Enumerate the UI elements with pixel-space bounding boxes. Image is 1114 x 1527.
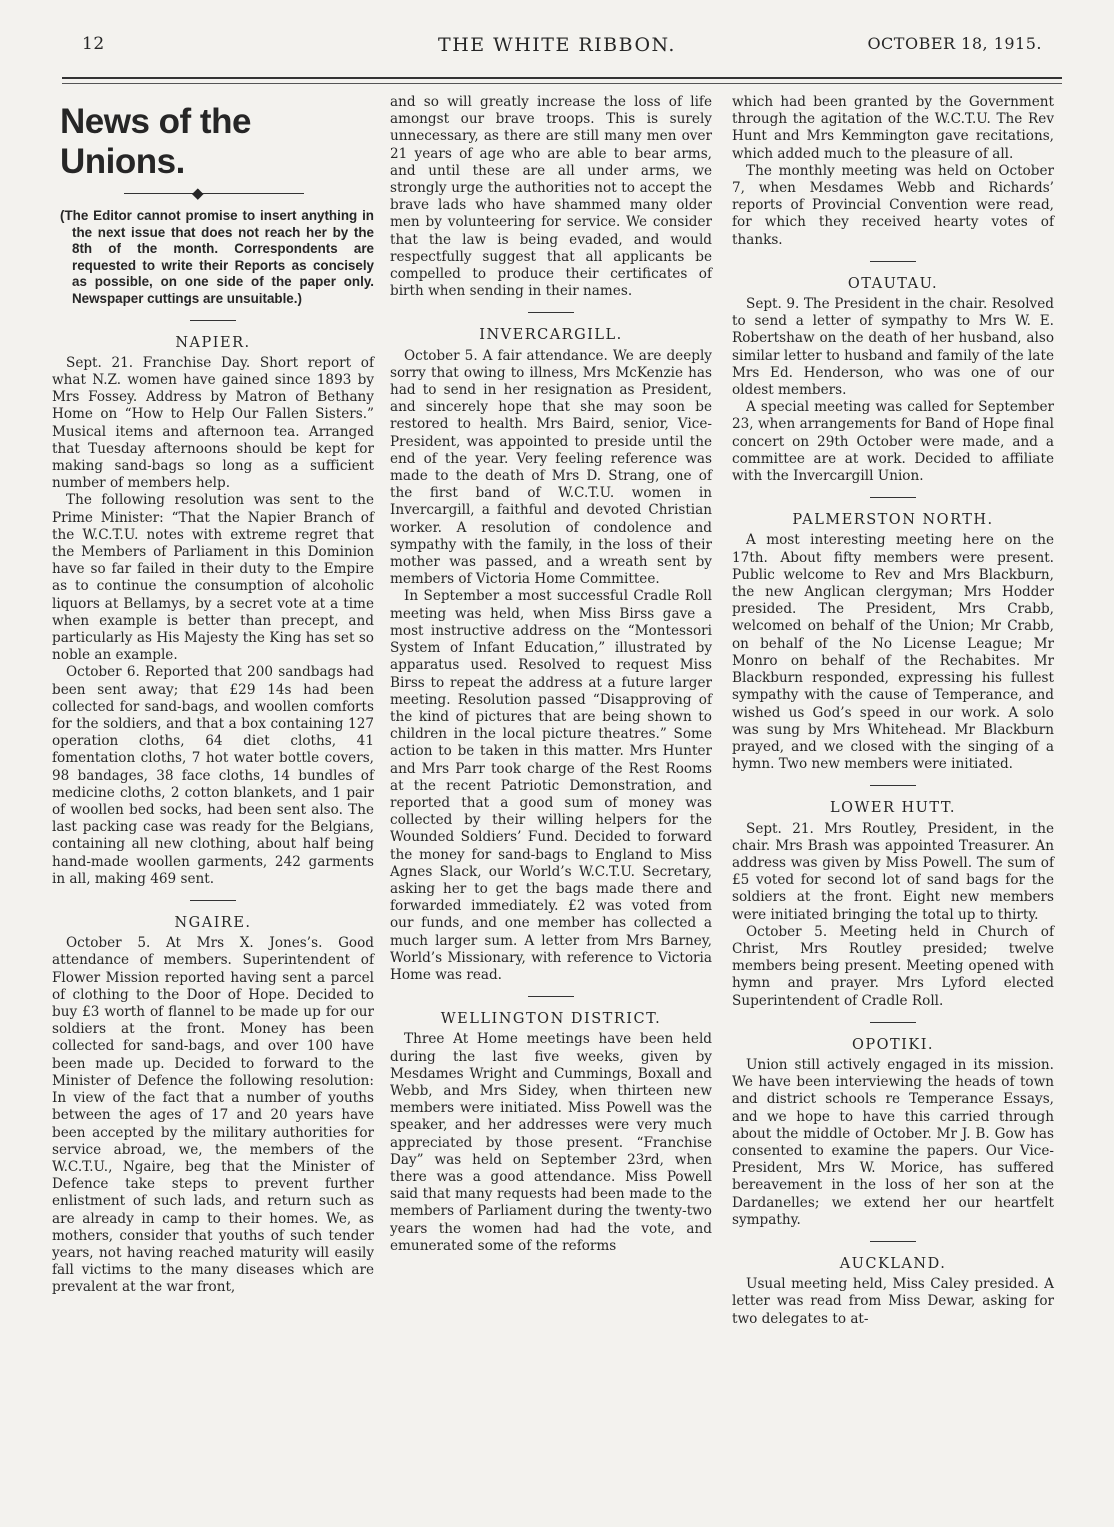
column-1 [52, 94, 374, 1297]
header-rule [62, 77, 1062, 79]
ngaire-continued: and so will greatly increase the loss of life amongst our brave troops. This is surely unnecessary, as there are still many men over 21 years of age who are able to bear arms, and until these are all under arms, we strongly urge the authorities not to accept the brave lads who have shammed many older men by volunteering for service. We consider that the law is being evaded, and would respectfully suggest that all applicants be compelled to produce their certificates of birth when sending in their names. [390, 94, 712, 300]
column-3 [732, 94, 1054, 1328]
section-heading-napier: NAPIER. [175, 334, 251, 351]
section-divider [870, 497, 916, 498]
section-heading-palmerston-north: PALMERSTON NORTH. [792, 512, 994, 529]
invercargill-paragraph-1: October 5. A fair attendance. We are deeply sorry that owing to illness, Mrs McKenzie has had to send in her resignation as President, and sincerely hope that she may soon be restored to health. Mrs Baird, senior, Vice-President, was appointed to preside until the end of the year. Very feeling reference was made to the death of Mrs D. Strang, one of the first band of W.C.T.U. women in Invercargill, a faithful and devoted Christian worker. A resolution of condolence and sympathy with the family, in the loss of their mother was passed, and a wreath sent by members of Victoria Home Committee. [390, 347, 712, 588]
section-divider [870, 1022, 916, 1023]
section-heading-otautau: OTAUTAU. [847, 275, 939, 292]
napier-paragraph-3: October 6. Reported that 200 sandbags had been sent away; that £29 14s had been collected for sand-bags, and woollen comforts for the soldiers, and that a box containing 127 operation cloths, 64 diet cloths, 41 fomentation cloths, 7 hot water bottle covers, 98 bandages, 38 face cloths, 14 bundles of medicine cloths, 2 cotton blankets, and 1 pair of woollen bed socks, had been sent also. The last packing case was ready for the Belgians, containing all new clothing, about half being hand-made woollen garments, 242 garments in all, making 469 sent. [52, 664, 374, 887]
otautau-paragraph-2: A special meeting was called for September 23, when arrangements for Band of Hope final concert on 29th October were made, and a committee are at work. Decided to affiliate with the Invercargill Union. [732, 399, 1054, 485]
journal-title: THE WHITE RIBBON. [438, 34, 676, 56]
ngaire-paragraph-1: October 5. At Mrs X. Jones’s. Good attendance of members. Superintendent of Flower Mission reported having sent a parcel of clothing to the Door of Hope. Decided to buy £3 worth of flannel to be made up for our soldiers at the front. Money has been collected for sand-bags, and over 100 have been made up. Decided to forward to the Minister of Defence the following resolution: In view of the fact that a number of youths between the ages of 17 and 20 years have been accepted by the military authorities for service abroad, we, the members of the W.C.T.U., Ngaire, beg that the Minister of Defence take steps to prevent further enlistment of such lads, and return such as are already in camp to their homes. We, as mothers, consider that youths of such tender years, not having reached maturity will easily fall victims to the many diseases which are prevalent at the war front, [52, 935, 374, 1296]
page-title: News of the Unions. [60, 102, 251, 181]
section-heading-invercargill: INVERCARGILL. [479, 327, 623, 344]
editor-note: (The Editor cannot promise to insert anything in the next issue that does not reach her by the 8th of the month. Correspondents are requested to write their Reports as concisely as possible, on one side of the paper only. Newspaper cuttings are unsuitable.) [60, 208, 374, 306]
section-divider [190, 320, 236, 321]
title-ornament [52, 184, 374, 202]
palmerston-paragraph-1: A most interesting meeting here on the 17th. About fifty members were present. Public welcome to Rev and Mrs Blackburn, the new Anglican clergyman; Mrs Hodder presided. The President, Mrs Crabb, welcomed on behalf of the Union; Mr Crabb, on behalf of the No License League; Mr Monro on behalf of the Rechabites. Mr Blackburn responded, expressing his fullest sympathy with the cause of Temperance, and wished us God’s speed in our work. A solo was sung by Mrs Whitehead. Mr Blackburn prayed, and we closed with the singing of a hymn. Two new members were initiated. [732, 532, 1054, 773]
section-divider [528, 996, 574, 997]
napier-paragraph-1: Sept. 21. Franchise Day. Short report of what N.Z. women have gained since 1893 by Mrs Fossey. Address by Matron of Bethany Home on “How to Help Our Fallen Sisters.” Musical items and afternoon tea. Arranged that Tuesday afternoons should be kept for making sand-bags so long as a sufficient number of members help. [52, 354, 374, 492]
section-divider [870, 261, 916, 262]
wellington-paragraph-2: The monthly meeting was held on October 7, when Mesdames Webb and Richards’ reports of Provincial Convention were read, for which they received hearty votes of thanks. [732, 162, 1054, 248]
wellington-continued: which had been granted by the Government through the agitation of the W.C.T.U. The Rev Hunt and Mrs Kemmington gave recitations, which added much to the pleasure of all. [732, 94, 1054, 162]
otautau-paragraph-1: Sept. 9. The President in the chair. Resolved to send a letter of sympathy to Mrs W. E. Robertshaw on the death of her husband, also similar letter to husband and family of the late Mrs Ed. Henderson, who was one of our oldest members. [732, 296, 1054, 399]
section-divider [528, 312, 574, 313]
auckland-paragraph-1: Usual meeting held, Miss Caley presided. A letter was read from Miss Dewar, asking for two delegates to at- [732, 1276, 1054, 1327]
wellington-paragraph-1: Three At Home meetings have been held during the last five weeks, given by Mesdames Wright and Cummings, Boxall and Webb, and Mrs Sidey, when thirteen new members were initiated. Miss Powell was the speaker, and her addresses were very much appreciated by those present. “Franchise Day” was held on September 23rd, when there was a good attendance. Miss Powell said that many requests had been made to the members of Parliament during the twenty-two years the women had had the vote, and emunerated some of the reforms [390, 1031, 712, 1254]
page-number: 12 [82, 34, 105, 54]
invercargill-paragraph-2: In September a most successful Cradle Roll meeting was held, when Miss Birss gave a most instructive address on the “Montessori System of Infant Education,” illustrated by apparatus used. Resolved to request Miss Birss to repeat the address at a future larger meeting. Resolution passed “Disapproving of the kind of pictures that are being shown to children in the local picture theatres.” Some action to be taken in this matter. Mrs Hunter and Mrs Parr took charge of the Rest Rooms at the recent Patriotic Demonstration, and reported that a good sum of money was collected by their willing helpers for the Wounded Soldiers’ Fund. Decided to forward the money for sand-bags to England to Miss Agnes Slack, our World’s W.C.T.U. Secretary, asking her to get the bags made there and forwarded immediately. £2 was voted from our funds, and one member has collected a much larger sum. A letter from Mrs Barney, World’s Missionary, with reference to Victoria Home was read. [390, 588, 712, 983]
lower-hutt-paragraph-1: Sept. 21. Mrs Routley, President, in the chair. Mrs Brash was appointed Treasurer. An address was given by Miss Powell. The sum of £5 voted for second lot of sand bags for the soldiers at the front. Eight new members were initiated bringing the total up to thirty. [732, 820, 1054, 923]
section-divider [870, 1241, 916, 1242]
section-heading-lower-hutt: LOWER HUTT. [830, 800, 956, 817]
section-heading-auckland: AUCKLAND. [839, 1255, 947, 1272]
section-heading-opotiki: OPOTIKI. [851, 1036, 935, 1053]
section-divider [870, 785, 916, 786]
section-heading-wellington: WELLINGTON DISTRICT. [440, 1011, 662, 1028]
column-2 [390, 94, 712, 1255]
lower-hutt-paragraph-2: October 5. Meeting held in Church of Christ, Mrs Routley presided; twelve members being present. Meeting opened with hymn and prayer. Mrs Lyford elected Superintendent of Cradle Roll. [732, 923, 1054, 1009]
issue-date: OCTOBER 18, 1915. [867, 34, 1042, 53]
napier-paragraph-2: The following resolution was sent to the Prime Minister: “That the Napier Branch of the W.C.T.U. notes with extreme regret that the Members of Parliament in this Dominion have so far failed in their duty to the Empire as to continue the consumption of alcoholic liquors at Bellamys, by a secret vote at a time when example is better than precept, and particularly as His Majesty the King has set so noble an example. [52, 492, 374, 664]
section-divider [190, 900, 236, 901]
section-heading-ngaire: NGAIRE. [174, 915, 252, 932]
diamond-ornament-icon: ◆ [192, 184, 204, 202]
header-rule-thin [62, 83, 1062, 84]
opotiki-paragraph-1: Union still actively engaged in its mission. We have been interviewing the heads of town and district schools re Temperance Essays, and we hope to have this carried through about the middle of October. Mr J. B. Gow has consented to examine the papers. Our Vice-President, Mrs W. Morice, has suffered bereavement in the loss of her son at the Dardanelles; we extend her our heartfelt sympathy. [732, 1056, 1054, 1228]
